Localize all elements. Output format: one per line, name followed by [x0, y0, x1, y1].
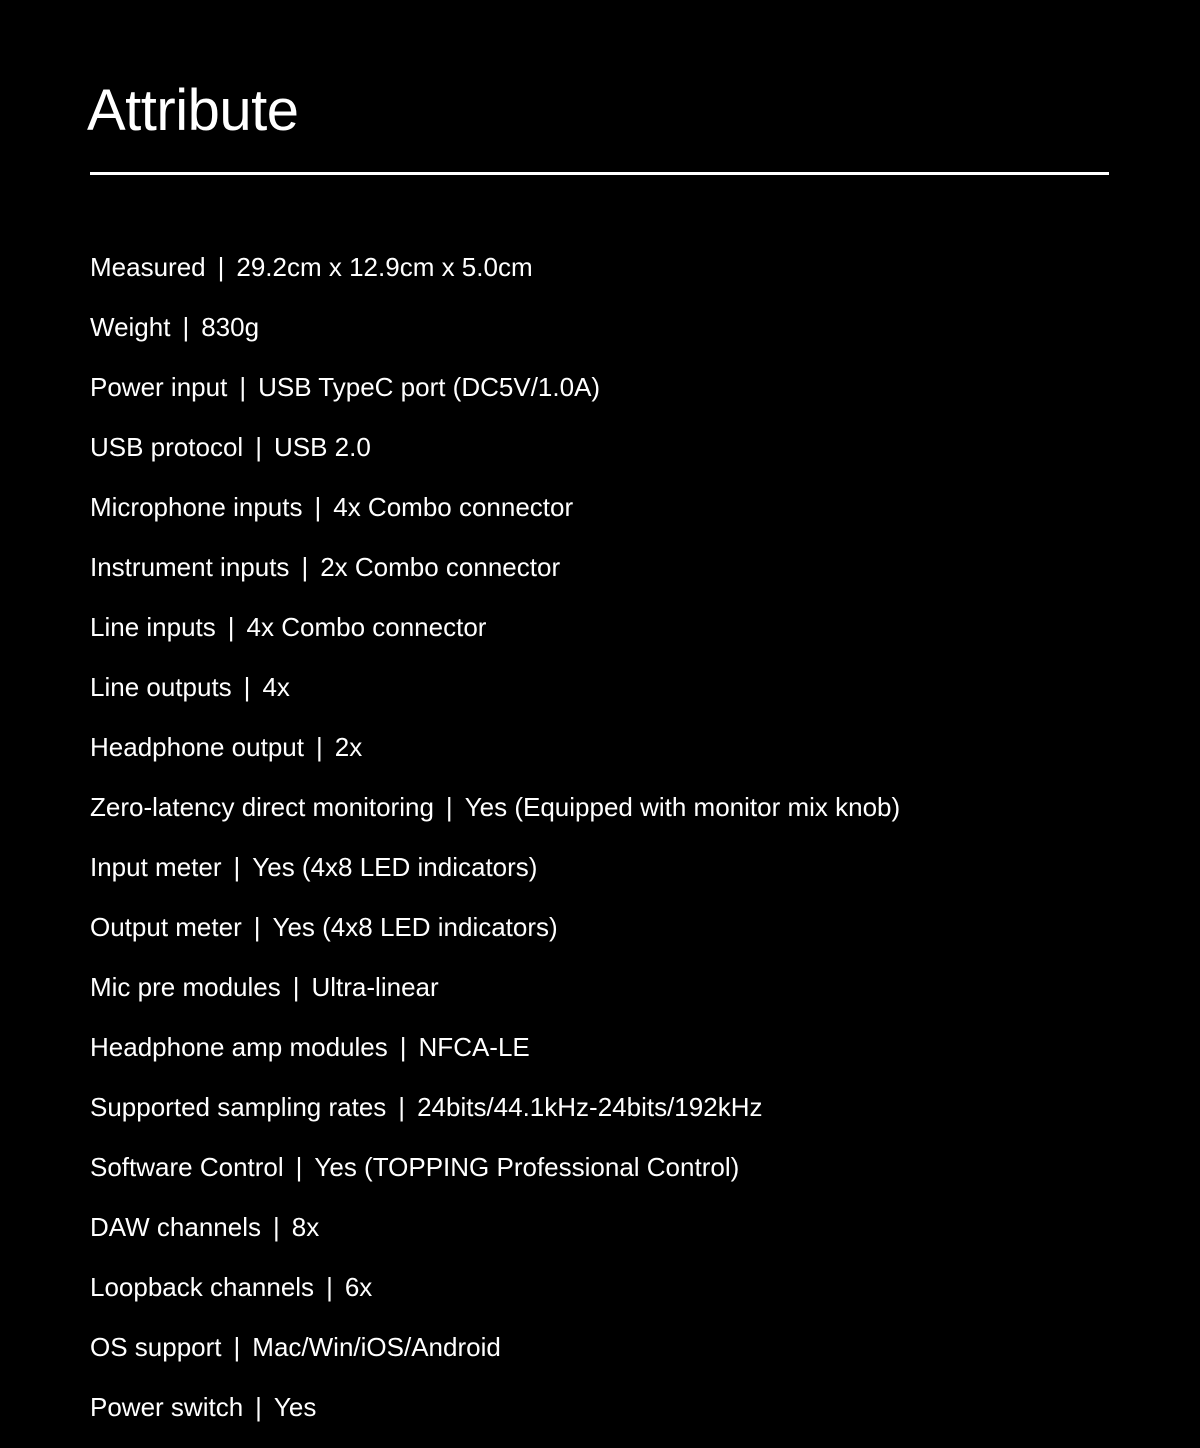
attribute-value: Yes (4x8 LED indicators)	[272, 912, 558, 942]
attribute-label: Supported sampling rates	[90, 1092, 387, 1122]
attribute-value: 24bits/44.1kHz-24bits/192kHz	[417, 1092, 763, 1122]
attribute-label: Instrument inputs	[90, 552, 290, 582]
attribute-row-power-input	[90, 368, 900, 428]
attribute-value: 4x Combo connector	[333, 492, 574, 522]
attribute-row-instrument-inputs	[90, 548, 900, 608]
attribute-value: USB 2.0	[273, 432, 371, 462]
attribute-value: Ultra-linear	[311, 972, 439, 1002]
attribute-separator: |	[315, 732, 323, 762]
attribute-label: OS support	[90, 1332, 222, 1362]
attribute-row-daw-channels	[90, 1208, 900, 1268]
attribute-row-zero-latency-monitoring	[90, 788, 900, 848]
attribute-row-measured	[90, 248, 900, 308]
attribute-row-headphone-amp-modules	[90, 1028, 900, 1088]
attribute-label: Measured	[90, 252, 206, 282]
attribute-separator: |	[217, 252, 225, 282]
attribute-value: Yes	[273, 1392, 317, 1422]
attribute-label: Zero-latency direct monitoring	[90, 792, 434, 822]
page-title: Attribute	[87, 78, 299, 143]
attribute-value: 29.2cm x 12.9cm x 5.0cm	[236, 252, 533, 282]
attribute-label: Line inputs	[90, 612, 216, 642]
attribute-separator: |	[243, 672, 251, 702]
attribute-value: 4x Combo connector	[246, 612, 487, 642]
attribute-label: Line outputs	[90, 672, 232, 702]
attribute-value: 2x Combo connector	[320, 552, 561, 582]
attribute-separator: |	[398, 1092, 406, 1122]
attribute-value: 8x	[291, 1212, 320, 1242]
attribute-separator: |	[295, 1152, 303, 1182]
attribute-separator: |	[445, 792, 453, 822]
attribute-separator: |	[182, 312, 190, 342]
attribute-separator: |	[399, 1032, 407, 1062]
attribute-row-os-support	[90, 1328, 900, 1388]
title-divider	[90, 172, 1109, 175]
attribute-label: Loopback channels	[90, 1272, 315, 1302]
attribute-row-usb-protocol	[90, 428, 900, 488]
attribute-separator: |	[273, 1212, 280, 1242]
attribute-list	[90, 248, 900, 1448]
attribute-label: Software Control	[90, 1152, 284, 1182]
attribute-value: 4x	[262, 672, 290, 702]
attribute-value: NFCA-LE	[418, 1032, 530, 1062]
attribute-label: Headphone output	[90, 732, 304, 762]
attribute-row-input-meter	[90, 848, 900, 908]
attribute-label: DAW channels	[90, 1212, 261, 1242]
attribute-separator: |	[292, 972, 300, 1002]
attribute-row-headphone-output	[90, 728, 900, 788]
attribute-label: Mic pre modules	[90, 972, 281, 1002]
attribute-value: 830g	[201, 312, 260, 342]
attribute-separator: |	[227, 612, 235, 642]
attribute-row-weight	[90, 308, 900, 368]
attribute-label: USB protocol	[90, 432, 244, 462]
attribute-label: Power input	[90, 372, 228, 402]
attribute-row-microphone-inputs	[90, 488, 900, 548]
attribute-separator: |	[326, 1272, 333, 1302]
attribute-label: Headphone amp modules	[90, 1032, 388, 1062]
attribute-value: Yes (TOPPING Professional Control)	[314, 1152, 740, 1182]
attribute-separator: |	[233, 852, 241, 882]
attribute-separator: |	[233, 1332, 241, 1362]
attribute-row-mic-pre-modules	[90, 968, 900, 1028]
attribute-label: Output meter	[90, 912, 242, 942]
attribute-separator: |	[301, 552, 309, 582]
attribute-label: Weight	[90, 312, 171, 342]
attribute-separator: |	[255, 1392, 262, 1422]
attribute-value: 6x	[344, 1272, 373, 1302]
attribute-row-software-control	[90, 1148, 900, 1208]
attribute-separator: |	[255, 432, 262, 462]
attribute-value: USB TypeC port (DC5V/1.0A)	[258, 372, 601, 402]
attribute-label: Power switch	[90, 1392, 244, 1422]
attribute-value: Yes (4x8 LED indicators)	[252, 852, 538, 882]
attribute-row-power-switch	[90, 1388, 900, 1448]
attribute-separator: |	[253, 912, 261, 942]
attribute-label: Input meter	[90, 852, 222, 882]
attribute-label: Microphone inputs	[90, 492, 303, 522]
attribute-row-line-inputs	[90, 608, 900, 668]
attribute-value: 2x	[334, 732, 363, 762]
attribute-separator: |	[314, 492, 322, 522]
attribute-row-sampling-rates	[90, 1088, 900, 1148]
attribute-row-line-outputs	[90, 668, 900, 728]
attribute-value: Mac/Win/iOS/Android	[252, 1332, 501, 1362]
attribute-row-output-meter	[90, 908, 900, 968]
attribute-separator: |	[239, 372, 247, 402]
attribute-value: Yes (Equipped with monitor mix knob)	[464, 792, 901, 822]
attribute-row-loopback-channels	[90, 1268, 900, 1328]
